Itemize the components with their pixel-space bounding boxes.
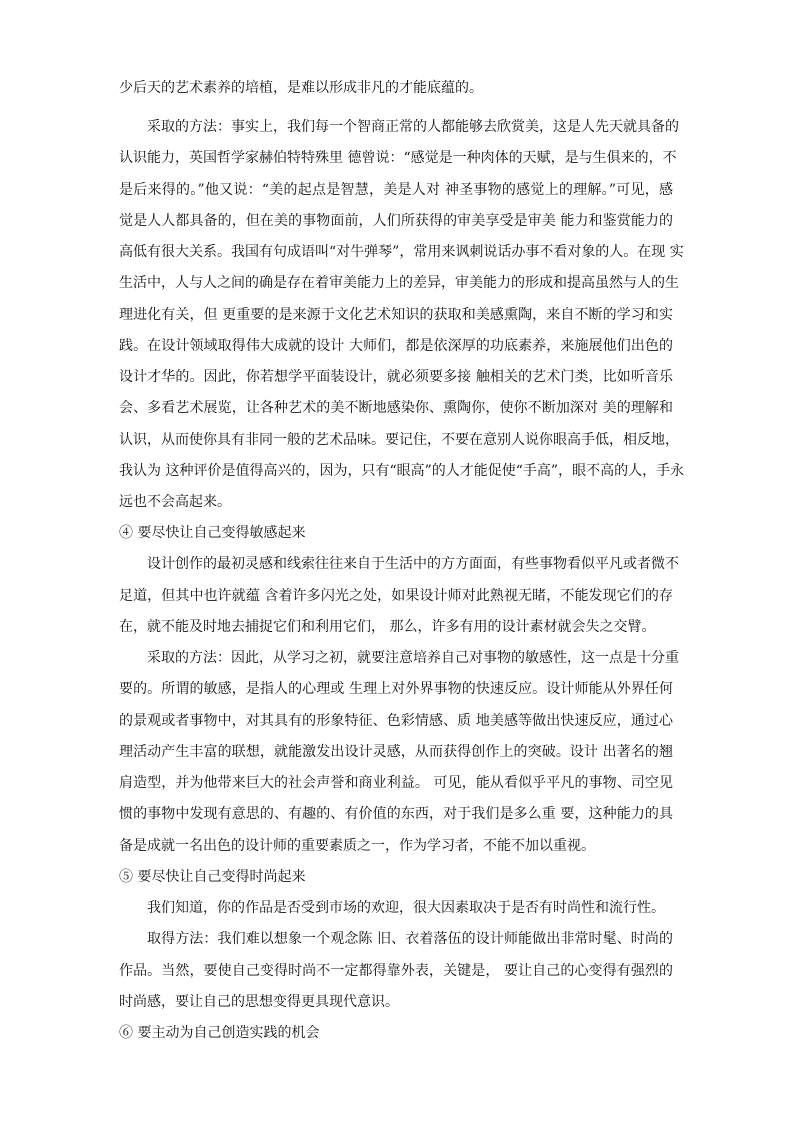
paragraph-line: 觉是人人都具备的，但在美的事物面前，人们所获得的审美享受是审美 能力和鉴赏能力的 [119, 213, 673, 229]
paragraph-line: 作品。当然，要使自己变得时尚不一定都得靠外表，关键是， 要让自己的心变得有强烈的 [119, 963, 673, 979]
section-heading: ④ 要尽快让自己变得敏感起来 [119, 525, 306, 541]
paragraph-line: 理进化有关，但 更重要的是来源于文化艺术知识的获取和美感熏陶，来自不断的学习和实 [119, 307, 673, 323]
paragraph-line: 取得方法：我们难以想象一个观念陈 旧、衣着落伍的设计师能做出非常时髦、时尚的 [147, 931, 673, 947]
paragraph-line: 惯的事物中发现有意思的、有趣的、有价值的东西，对于我们是多么重 要，这种能力的具 [119, 806, 673, 822]
paragraph-line: 采取的方法：事实上，我们每一个智商正常的人都能够去欣赏美，这是人先天就具备的 [147, 119, 679, 135]
paragraph-line: 认识能力，英国哲学家赫伯特特殊里 德曾说：“感觉是一种肉体的天赋，是与生俱来的，不 [119, 150, 677, 166]
section-heading: ⑥ 要主动为自己创造实践的机会 [119, 1025, 320, 1041]
paragraph-line: 备是成就一名出色的设计师的重要素质之一，作为学习者，不能不加以重视。 [119, 838, 595, 854]
paragraph-line: 设计创作的最初灵感和线索往往来自于生活中的方方面面，有些事物看似平凡或者微不 [147, 556, 679, 572]
paragraph-line: 在，就不能及时地去捕捉它们和利用它们， 那么，许多有用的设计素材就会失之交臂。 [119, 619, 656, 635]
section-heading: ⑤ 要尽快让自己变得时尚起来 [119, 869, 306, 885]
paragraph-line: 生活中，人与人之间的确是存在着审美能力上的差异，审美能力的形成和提高虽然与人的生 [119, 275, 679, 291]
paragraph-line: 高低有很大关系。我国有句成语叫“对牛弹琴”，常用来讽刺说话办事不看对象的人。在现 实 [119, 244, 684, 260]
paragraph-line: 少后天的艺术素养的培植，是难以形成非凡的才能底蕴的。 [119, 80, 483, 96]
paragraph-line: 足道，但其中也许就蕴 含着许多闪光之处，如果设计师对此熟视无睹，不能发现它们的存 [119, 588, 673, 604]
paragraph-line: 我认为 这种评价是值得高兴的，因为，只有“眼高”的人才能促使“手高”，眼不高的人，手永 [119, 463, 685, 479]
paragraph-line: 设计才华的。因此，你若想学平面装设计，就必须要多接 触相关的艺术门类，比如听音乐 [119, 369, 673, 385]
paragraph-line: 践。在设计领域取得伟大成就的设计 大师们，都是依深厚的功底素养，来施展他们出色的 [119, 338, 673, 354]
paragraph-line: 认识，从而使你具有非同一般的艺术品味。要记住，不要在意别人说你眼高手低，相反地， [119, 432, 679, 448]
paragraph-line: 时尚感，要让自己的思想变得更具现代意识。 [119, 994, 399, 1010]
paragraph-line: 要的。所谓的敏感，是指人的心理或 生理上对外界事物的快速反应。设计师能从外界任何 [119, 681, 673, 697]
paragraph-line: 采取的方法：因此，从学习之初，就要注意培养自己对事物的敏感性，这一点是十分重 [147, 650, 679, 666]
paragraph-line: 的景观或者事物中，对其具有的形象特征、色彩情感、质 地美感等做出快速反应，通过心 [119, 713, 673, 729]
paragraph-line: 理活动产生丰富的联想，就能激发出设计灵感，从而获得创作上的突破。设计 出著名的翘 [119, 744, 673, 760]
paragraph-line: 我们知道，你的作品是否受到市场的欢迎，很大因素取决于是否有时尚性和流行性。 [147, 900, 665, 916]
paragraph-line: 肩造型，并为他带来巨大的社会声誉和商业利益。 可见，能从看似乎平凡的事物、司空见 [119, 775, 673, 791]
paragraph-line: 远也不会高起来。 [119, 494, 231, 510]
paragraph-line: 是后来得的。”他又说：“美的起点是智慧，美是人对 神圣事物的感觉上的理解。”可见，感 [119, 182, 673, 198]
paragraph-line: 会、多看艺术展览，让各种艺术的美不断地感染你、熏陶你，使你不断加深对 美的理解和 [119, 400, 673, 416]
